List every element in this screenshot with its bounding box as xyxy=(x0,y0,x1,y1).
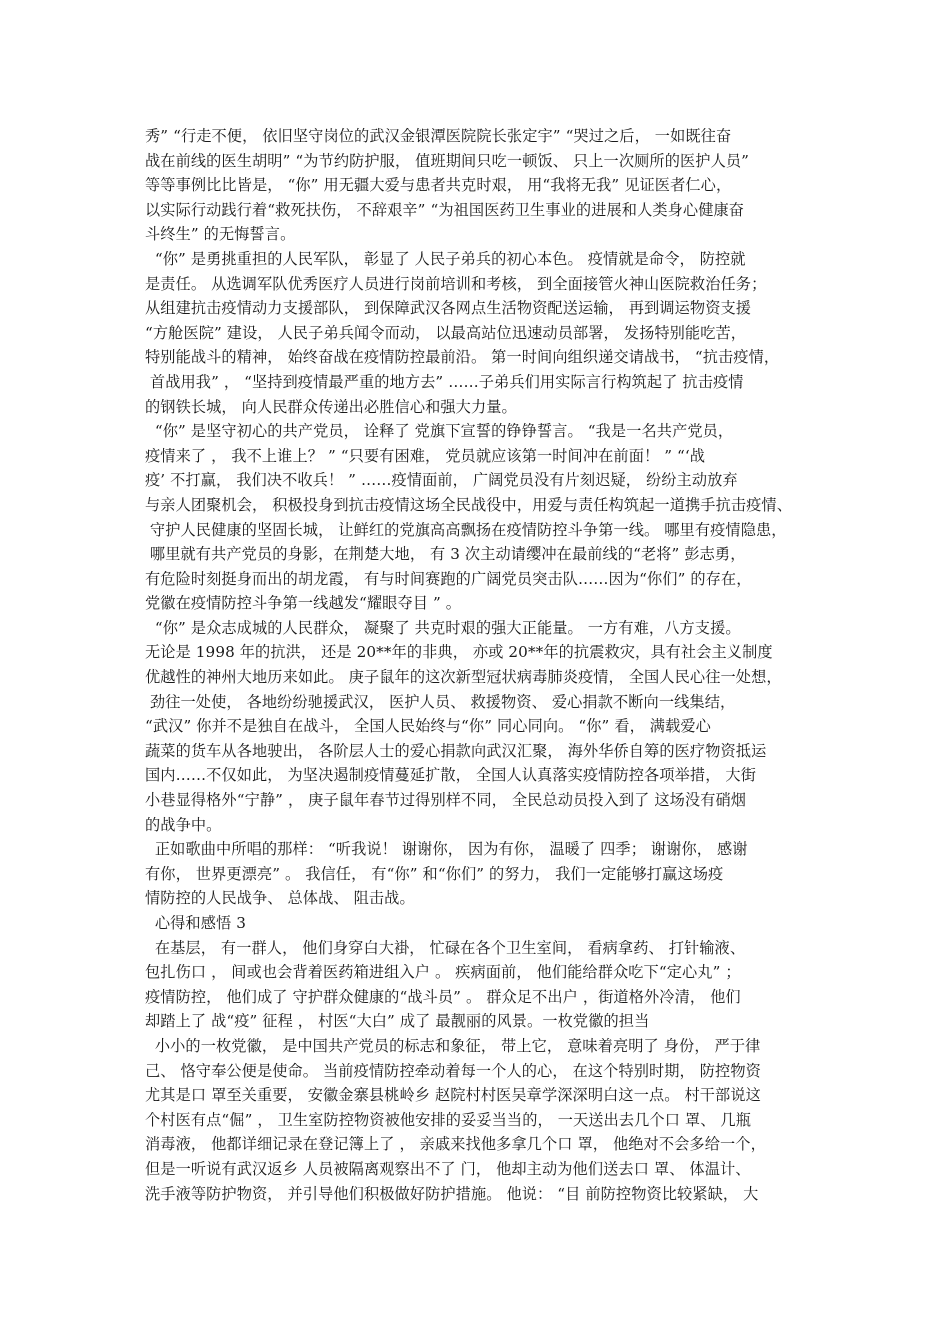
text-line: 个村医有点“倔” ， 卫生室防控物资被他安排的妥妥当当的， 一天送出去几个口 罩、 几瓶 xyxy=(145,1110,752,1129)
text-line: 首战用我” ， “坚持到疫情最严重的地方去” ……子弟兵们用实际言行构筑起了 抗击疫情 xyxy=(145,372,744,391)
text-line: 疫情来了 ， 我不上谁上？ ” “只要有困难， 党员就应该第一时间冲在前面！ ” “‘战 xyxy=(145,446,706,465)
text-line: 疫情防控， 他们成了 守护群众健康的“战斗员” 。 群众足不出户 ，街道格外冷清， 他们 xyxy=(145,987,741,1006)
text-line: 优越性的神州大地历来如此。 庚子鼠年的这次新型冠状病毒肺炎疫情， 全国人民心往一处想， xyxy=(145,668,782,687)
text-line: 以实际行动践行着“救死扶伤， 不辞艰辛” “为祖国医药卫生事业的进展和人类身心健康奋 xyxy=(145,200,745,219)
document-page xyxy=(145,124,815,1206)
text-line: 蔬菜的货车从各地驶出， 各阶层人士的爱心捐款向武汉汇聚， 海外华侨自筹的医疗物资抵运 xyxy=(145,741,767,760)
text-line: 己、 恪守奉公便是使命。 当前疫情防控牵动着每一个人的心， 在这个特别时期， 防控物资 xyxy=(145,1061,761,1080)
text-line: 的战争中。 xyxy=(145,815,222,834)
text-line: 正如歌曲中所唱的那样： “听我说！ 谢谢你， 因为有你， 温暖了 四季； 谢谢你， 感谢 xyxy=(145,840,748,859)
text-line: 却踏上了 战“疫” 征程 ， 村医“大白” 成了 最靓丽的风景。一枚党徽的担当 xyxy=(145,1012,650,1031)
text-line: “你” 是众志成城的人民群众， 凝聚了 共克时艰的强大正能量。 一方有难，八方支援。 xyxy=(145,618,741,637)
text-line: 守护人民健康的坚固长城， 让鲜红的党旗高高飘扬在疫情防控斗争第一线。 哪里有疫情隐患， xyxy=(145,520,787,539)
text-line: 无论是 1998 年的抗洪， 还是 20**年的非典， 亦或 20**年的抗震救灾，具有社会主义制度 xyxy=(145,643,773,662)
text-line: 疫’ 不打赢， 我们决不收兵！ ” ……疫情面前， 广阔党员没有片刻迟疑， 纷纷主动放弃 xyxy=(145,471,738,490)
text-line: 有危险时刻挺身而出的胡龙霞， 有与时间赛跑的广阔党员突击队……因为“你们” 的存在， xyxy=(145,569,752,588)
text-line: 包扎伤口 ， 间或也会背着医药箱进组入户 。 疾病面前， 他们能给群众吃下“定心丸” ； xyxy=(145,963,741,982)
text-line: “武汉” 你并不是独自在战斗， 全国人民始终与“你” 同心同向。 “你” 看， 满载爱心 xyxy=(145,717,711,736)
text-line: 小巷显得格外“宁静” ， 庚子鼠年春节过得别样不同， 全民总动员投入到了 这场没有硝烟 xyxy=(145,791,747,810)
text-line: 是责任。 从选调军队优秀医疗人员进行岗前培训和考核， 到全面接管火神山医院救治任务； xyxy=(145,274,767,293)
text-line: 从组建抗击疫情动力支援部队， 到保障武汉各网点生活物资配送运输， 再到调运物资支援 xyxy=(145,299,752,318)
text-line: 情防控的人民战争、 总体战、 阻击战。 xyxy=(145,889,415,908)
text-line: “你” 是勇挑重担的人民军队， 彰显了 人民子弟兵的初心本色。 疫情就是命令， 防控就 xyxy=(145,249,746,268)
text-line: 洗手液等防护物资， 并引导他们积极做好防护措施。 他说： “目 前防控物资比较紧缺， 大 xyxy=(145,1184,759,1203)
text-line: “你” 是坚守初心的共产党员， 诠释了 党旗下宣誓的铮铮誓言。 “我是一名共产党员， xyxy=(145,422,734,441)
text-line: 心得和感悟 3 xyxy=(145,914,246,932)
text-line: 哪里就有共产党员的身影，在荆楚大地， 有 3 次主动请缨冲在最前线的“老将” 彭志勇， xyxy=(145,545,746,564)
text-line: 的钢铁长城， 向人民群众传递出必胜信心和强大力量。 xyxy=(145,397,517,416)
text-line: 与亲人团聚机会， 积极投身到抗击疫情这场全民战役中，用爱与责任构筑起一道携手抗击疫情、 xyxy=(145,495,793,514)
text-line: 尤其是口 罩至关重要， 安徽金寨县桃岭乡 赵院村村医吴章学深深明白这一点。 村干部说这 xyxy=(145,1086,761,1105)
text-line: 有你， 世界更漂亮” 。 我信任， 有“你” 和“你们” 的努力， 我们一定能够打赢这场疫 xyxy=(145,864,724,883)
text-line: 斗终生” 的无悔誓言。 xyxy=(145,225,296,244)
text-line: 党徽在疫情防控斗争第一线越发“耀眼夺目 ” 。 xyxy=(145,594,462,613)
text-line: 小小的一枚党徽， 是中国共产党员的标志和象征， 带上它， 意味着亮明了 身份， 严于律 xyxy=(145,1036,761,1055)
text-line: 但是一听说有武汉返乡 人员被隔离观察出不了 门， 他却主动为他们送去口 罩、 体温计、 xyxy=(145,1159,751,1178)
text-line: 劲往一处使， 各地纷纷驰援武汉， 医护人员、 救援物资、 爱心捐款不断向一线集结， xyxy=(145,692,736,711)
text-line: 在基层， 有一群人， 他们身穿白大褂， 忙碌在各个卫生室间， 看病拿药、 打针输液、 xyxy=(145,938,746,957)
text-line: 特别能战斗的精神， 始终奋战在疫情防控最前沿。 第一时间向组织递交请战书， “抗击疫情， xyxy=(145,348,780,367)
text-line: 战在前线的医生胡明” “为节约防护服， 值班期间只吃一顿饭、 只上一次厕所的医护人员” xyxy=(145,151,750,170)
text-line: 等等事例比比皆是， “你” 用无疆大爱与患者共克时艰， 用“我将无我” 见证医者仁心， xyxy=(145,176,732,195)
text-line: “方舱医院” 建设， 人民子弟兵闻令而动， 以最高站位迅速动员部署， 发扬特别能吃苦， xyxy=(145,323,747,342)
text-line: 国内……不仅如此， 为坚决遏制疫情蔓延扩散， 全国人认真落实疫情防控各项举措， 大街 xyxy=(145,766,756,785)
text-line: 秀” “行走不便， 依旧坚守岗位的武汉金银潭医院院长张定宇” “哭过之后， 一如既往奋 xyxy=(145,127,732,145)
text-line: 消毒液， 他都详细记录在登记簿上了 ， 亲戚来找他多拿几个口 罩， 他绝对不会多给一个， xyxy=(145,1135,766,1154)
